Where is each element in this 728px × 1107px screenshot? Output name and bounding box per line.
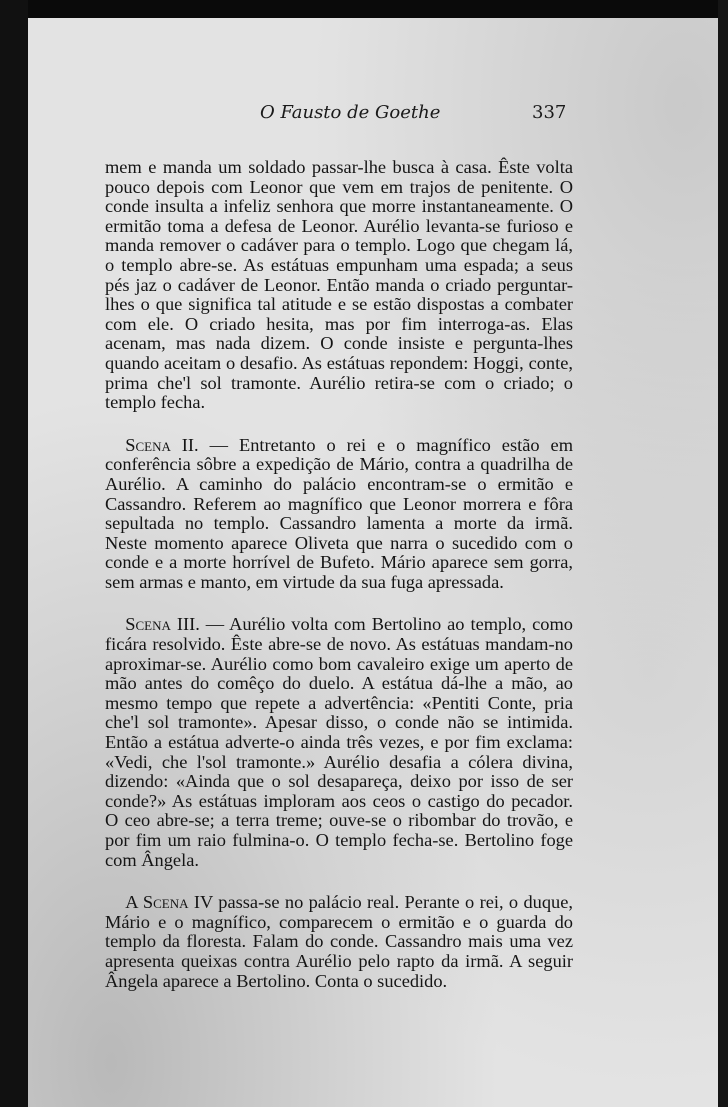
scan-border-top — [0, 0, 728, 18]
paragraph-text: — Entretanto o rei e o magnífico estão em conferência sôbre a expedição de Mário, contra a quadrilha de Aurélio. A caminho do palácio encontram-se o ermitão e Cassandro. Referem ao magnífico que Leonor morrera e fôra sepultada no templo. Cassandro lamenta a morte da irmã. Neste momento aparece Oliveta que narra o sucedido com o conde e a morte horrível de Bufeto. Mário aparece sem gorra, sem armas e manto, em virtude da sua fuga apressada. — [105, 434, 573, 592]
body-text — [105, 158, 573, 1014]
scan-border-left — [0, 0, 28, 1107]
paragraph-text: — Aurélio volta com Bertolino ao templo, como ficára resolvido. Êste abre-se de novo. As estátuas mandam-no aproximar-se. Aurélio como bom cavaleiro exige um aperto de mão antes do comêço do duelo. A estátua dá-lhe a mão, ao mesmo tempo que repete a advertência: «Pentiti Conte, pria che'l sol tramonte». Apesar disso, o conde não se intimida. Então a estátua adverte-o ainda três vezes, e por fim exclama: «Vedi, che l'sol tramonte.» Aurélio desafia a cólera divina, dizendo: «Ainda que o sol desapareça, deixo por isso de ser conde?» As estátuas imploram aos ceos o castigo do pecador. O ceo abre-se; a terra treme; ouve-se o ribombar do trovão, e por fim um raio fulmina-o. O templo fecha-se. Bertolino foge com Ângela. — [105, 614, 573, 870]
paragraph-scena-2 — [105, 436, 573, 593]
page-number: 337 — [532, 102, 567, 123]
scene-label: Scena III. — [125, 614, 200, 635]
scene-label: Scena — [142, 892, 189, 913]
paragraph-scena-3 — [105, 615, 573, 870]
book-page — [28, 18, 718, 1107]
paragraph-continuation — [105, 158, 573, 413]
scene-label: Scena II. — [125, 434, 199, 455]
paragraph-text: mem e manda um soldado passar-lhe busca à casa. Êste volta pouco depois com Leonor que vem em trajos de penitente. O conde insulta a infeliz senhora que morre instantaneamente. O ermitão toma a defesa de Leonor. Aurélio levanta-se furioso e manda remover o cadáver para o templo. Logo que chegam lá, o templo abre-se. As estátuas empunham uma espada; a seus pés jaz o cadáver de Leonor. Então manda o criado perguntar-lhes o que significa tal atitude e se estão dispostas a combater com ele. O criado hesita, mas por fim interroga-as. Elas acenam, mas nada dizem. O conde insiste e pergunta-lhes quando aceitam o desafio. As estátuas repondem: Hoggi, conte, prima che'l sol tramonte. Aurélio retira-se com o criado; o templo fecha. — [105, 157, 573, 413]
page-header — [28, 102, 718, 132]
paragraph-scena-4 — [105, 893, 573, 991]
scan-border-right — [718, 0, 728, 1107]
running-title: O Fausto de Goethe — [260, 102, 441, 123]
paragraph-text: IV passa-se no palácio real. Perante o rei, o duque, Mário e o magnífico, comparecem o ermitão e o guarda do templo da floresta. Falam do conde. Cassandro mais uma vez apresenta queixas contra Aurélio pelo rapto da irmã. A seguir Ângela aparece a Bertolino. Conta o sucedido. — [105, 892, 573, 991]
paragraph-prefix: A — [125, 892, 143, 913]
